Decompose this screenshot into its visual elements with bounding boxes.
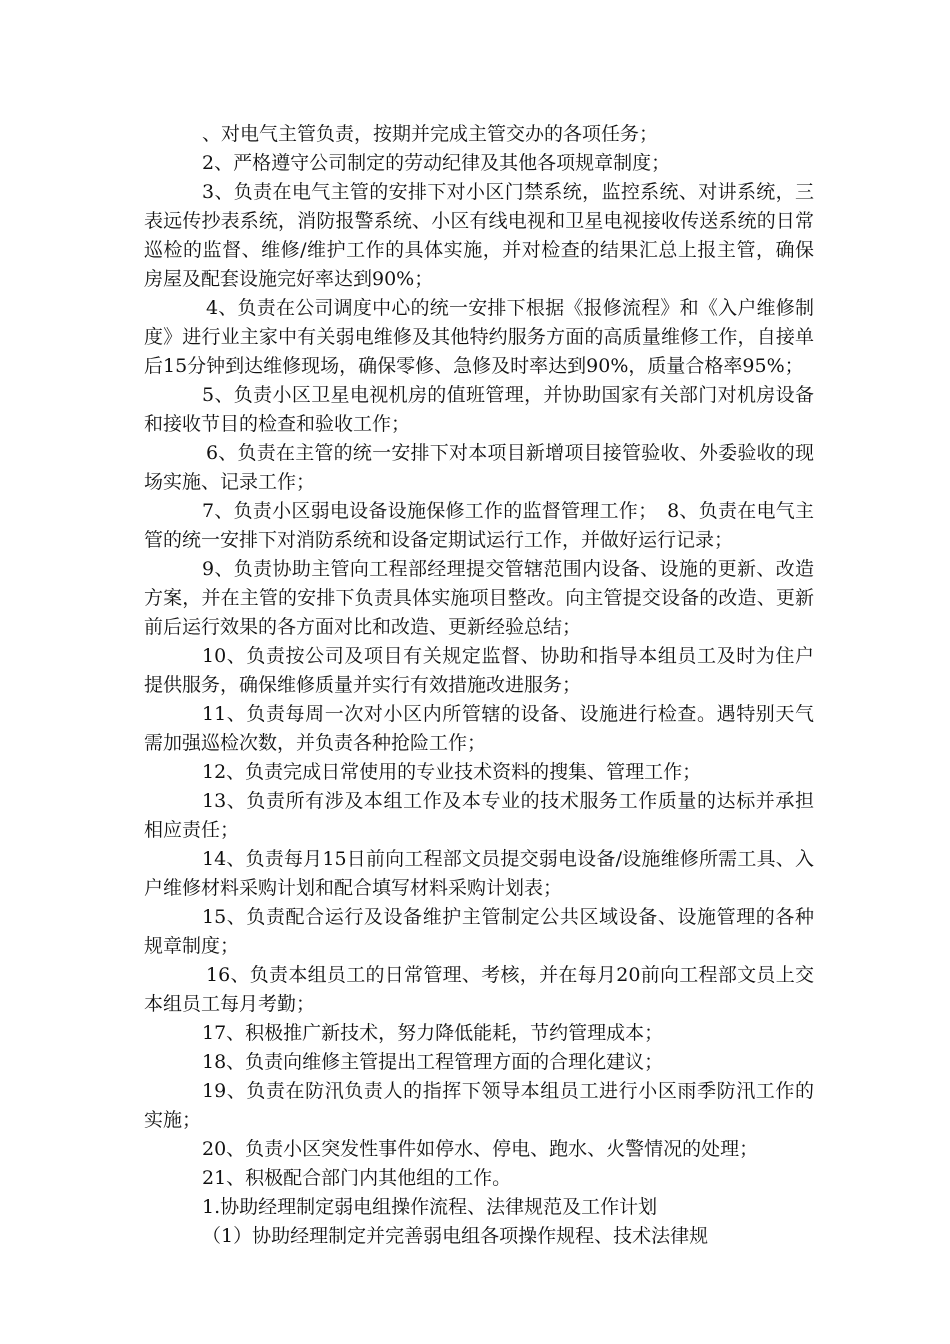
paragraph-duty-4: 4、负责在公司调度中心的统一安排下根据《报修流程》和《入户维修制度》进行业主家中有关弱电维修及其他特约服务方面的高质量维修工作，自接单后15分钟到达维修现场，确保零修、急修及时率达到90%，质量合格率95%； [144,297,814,377]
section-heading: 1.协助经理制定弱电组操作流程、法律规范及工作计划 [202,1196,658,1218]
paragraph-duty-7-8: 7、负责小区弱电设备设施保修工作的监督管理工作； 8、负责在电气主管的统一安排下对消防系统和设备定期试运行工作，并做好运行记录； [144,500,814,551]
paragraph-duty-20: 20、负责小区突发性事件如停水、停电、跑水、火警情况的处理； [202,1138,759,1160]
paragraph-duty-21: 21、积极配合部门内其他组的工作。 [202,1167,512,1189]
paragraph-duty-17: 17、积极推广新技术，努力降低能耗，节约管理成本； [202,1022,664,1044]
paragraph-duty-19: 19、负责在防汛负责人的指挥下领导本组员工进行小区雨季防汛工作的实施； [144,1080,814,1131]
paragraph-duty-2: 2、严格遵守公司制定的劳动纪律及其他各项规章制度； [202,152,671,174]
paragraph-duty-18: 18、负责向维修主管提出工程管理方面的合理化建议； [202,1051,664,1073]
paragraph-duty-16: 16、负责本组员工的日常管理、考核，并在每月20前向工程部文员上交本组员工每月考勤； [144,964,814,1015]
paragraph-duty-13: 13、负责所有涉及本组工作及本专业的技术服务工作质量的达标并承担相应责任； [144,790,814,841]
paragraph-duty-10: 10、负责按公司及项目有关规定监督、协助和指导本组员工及时为住户提供服务，确保维修质量并实行有效措施改进服务； [144,645,814,696]
paragraph-duty-6: 6、负责在主管的统一安排下对本项目新增项目接管验收、外委验收的现场实施、记录工作； [144,442,814,493]
paragraph-duty-3: 3、负责在电气主管的安排下对小区门禁系统，监控系统、对讲系统，三表远传抄表系统，消防报警系统、小区有线电视和卫星电视接收传送系统的日常巡检的监督、维修/维护工作的具体实施，并对检查的结果汇总上报主管，确保房屋及配套设施完好率达到90%； [144,181,814,290]
paragraph-duty-12: 12、负责完成日常使用的专业技术资料的搜集、管理工作； [202,761,702,783]
paragraph-duty-14: 14、负责每月15日前向工程部文员提交弱电设备/设施维修所需工具、入户维修材料采购计划和配合填写材料采购计划表； [144,848,814,899]
subsection-item-1: （1）协助经理制定并完善弱电组各项操作规程、技术法律规 [202,1225,709,1247]
paragraph-duty-5: 5、负责小区卫星电视机房的值班管理，并协助国家有关部门对机房设备和接收节目的检查和验收工作； [144,384,814,435]
paragraph-duty-9: 9、负责协助主管向工程部经理提交管辖范围内设备、设施的更新、改造方案，并在主管的安排下负责具体实施项目整改。向主管提交设备的改造、更新前后运行效果的各方面对比和改造、更新经验总结； [144,558,814,638]
document-body [144,120,814,1251]
paragraph-duty-11: 11、负责每周一次对小区内所管辖的设备、设施进行检查。遇特别天气需加强巡检次数，并负责各种抢险工作； [144,703,814,754]
paragraph-duty-15: 15、负责配合运行及设备维护主管制定公共区域设备、设施管理的各种规章制度； [144,906,814,957]
paragraph-duty-1: 、对电气主管负责，按期并完成主管交办的各项任务； [202,123,659,145]
